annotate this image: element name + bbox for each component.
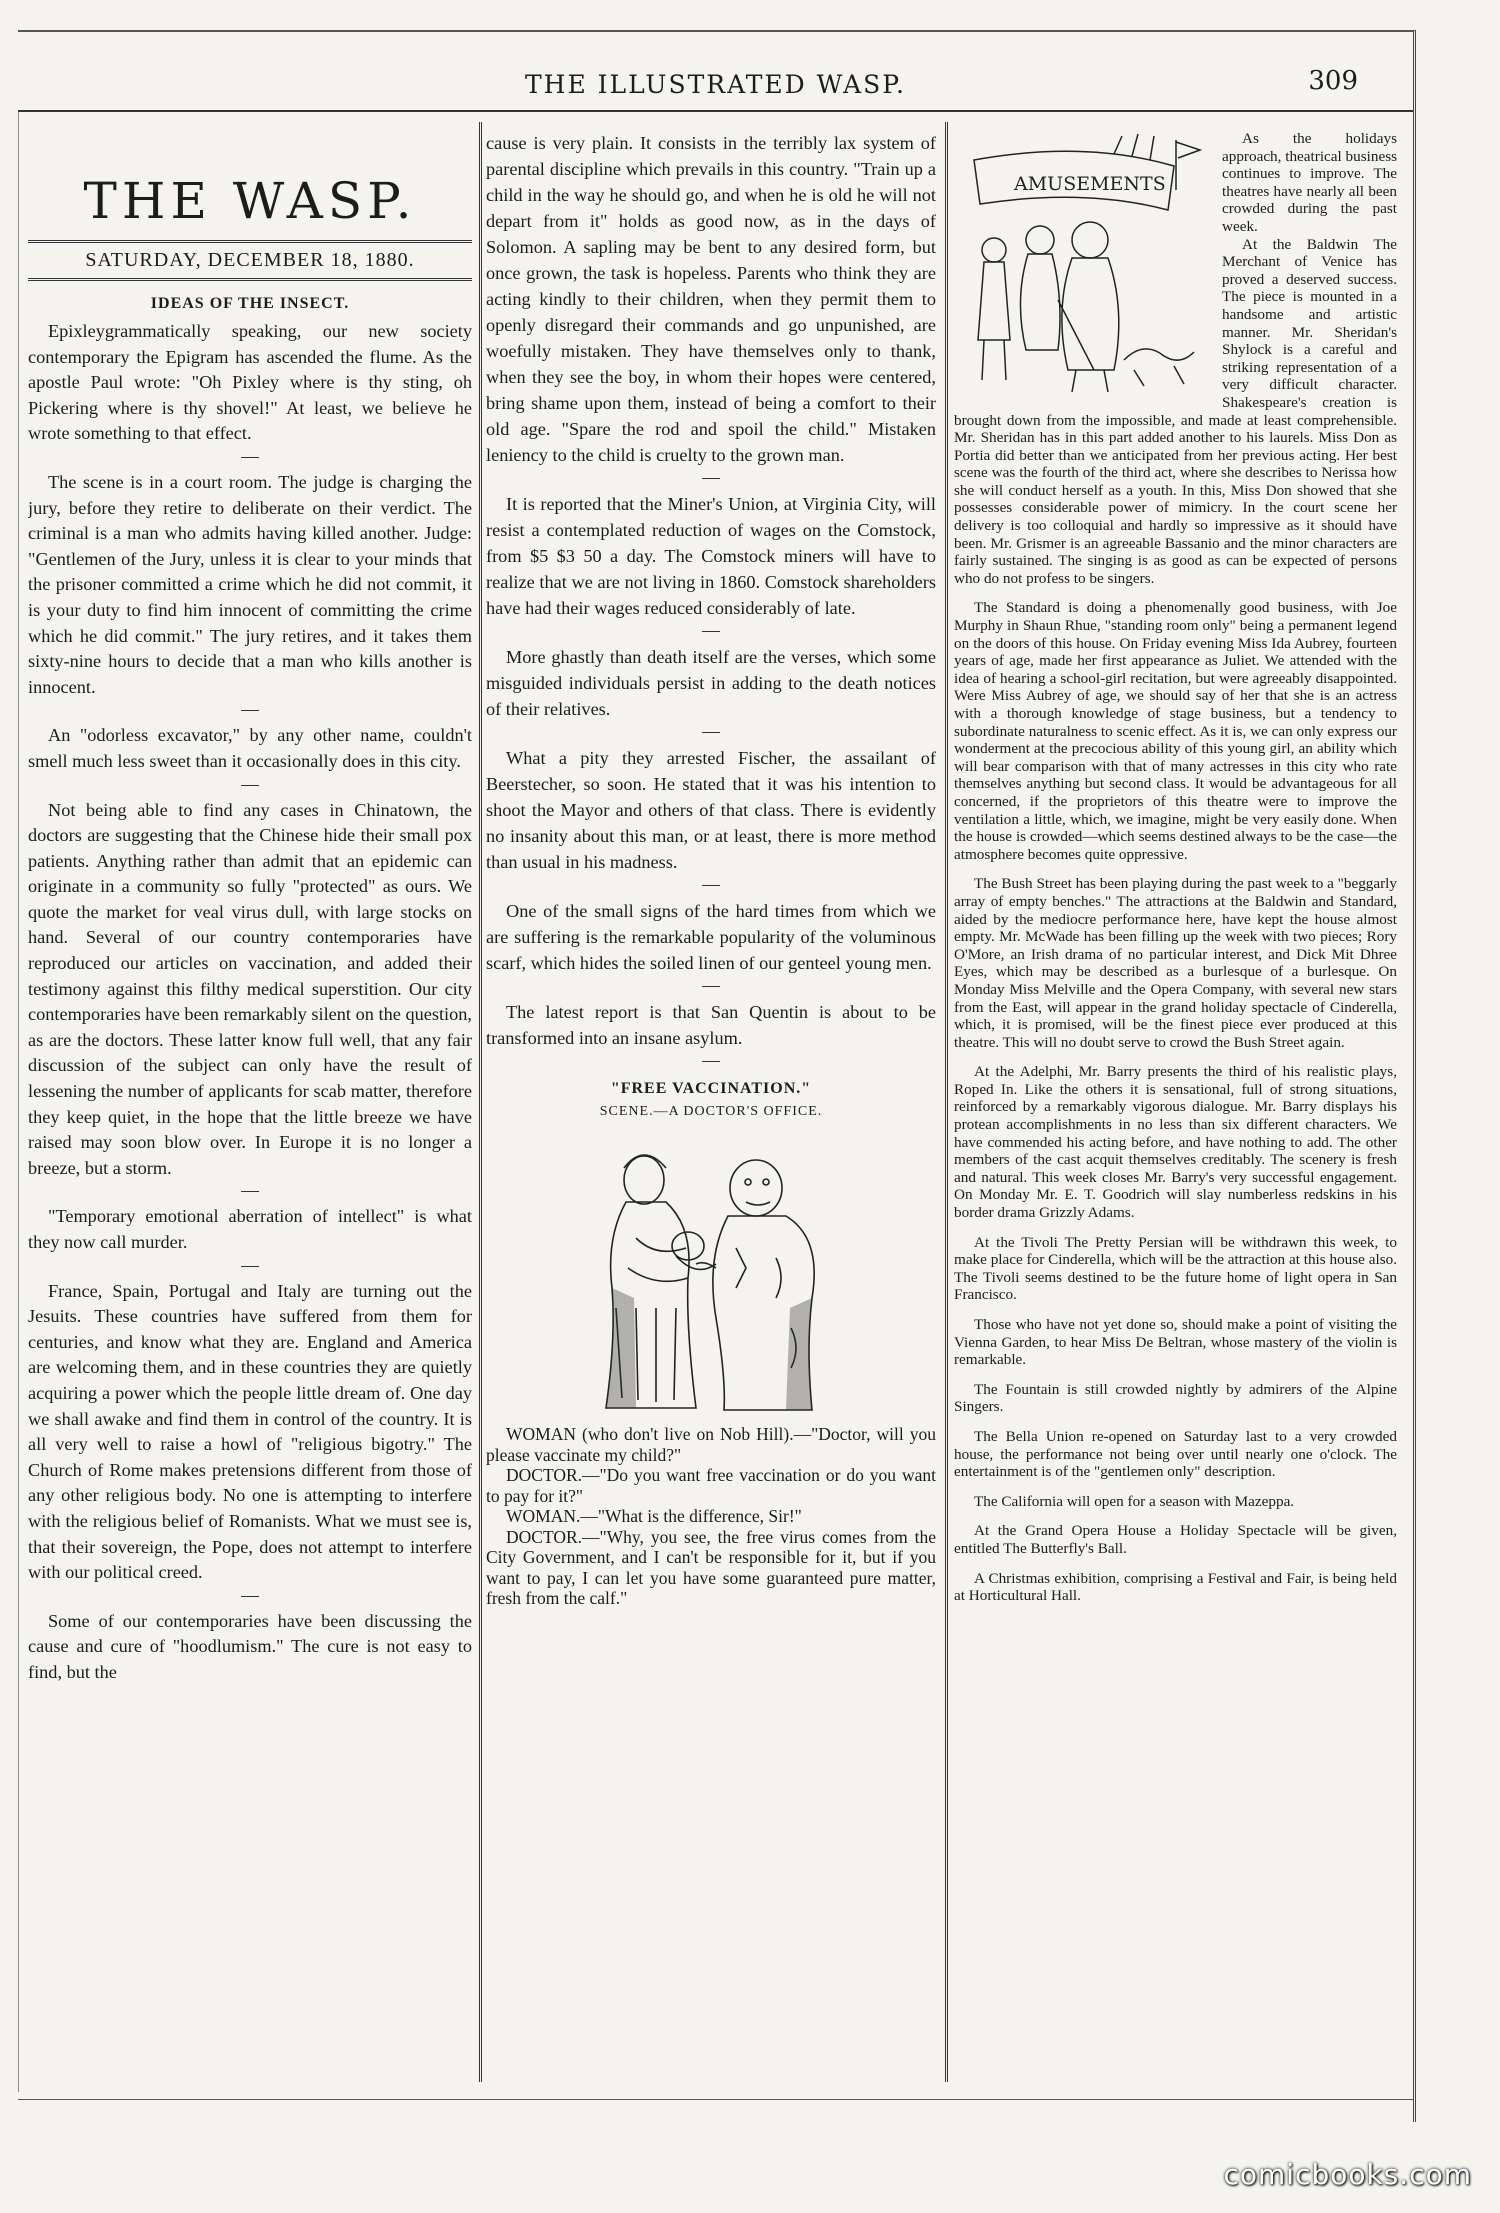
article-paragraph: Epixleygrammatically speaking, our new society contemporary the Epigram has ascended the flume. As the apostle Paul wrote: "Oh Pixley where is thy sting, oh Pickering where is thy shovel!" At least, we believe he wrote something to that effect.: [28, 321, 472, 444]
separator: [241, 1596, 259, 1597]
dialog-line: WOMAN (who don't live on Nob Hill).—"Doctor, will you please vaccinate my child?": [486, 1424, 936, 1465]
article-paragraph: The California will open for a season with Mazeppa.: [974, 1492, 1295, 1510]
article-paragraph: At the Grand Opera House a Holiday Spectacle will be given, entitled The Butterfly's Ball.: [954, 1522, 1397, 1557]
watermark: comicbooks.com: [1223, 2158, 1472, 2191]
article-paragraph: The Standard is doing a phenomenally good business, with Joe Murphy in Shaun Rhue, "standing room only" being a permanent legend on the doors of this house. On Friday evening Miss Ida Aubrey, fourteen years of age, made her first appearance as Juliet. We attended with the idea of hearing a school-girl recitation, but were agreeably disappointed. Were Miss Aubrey of age, we should say of her that she is an actress with a thorough knowledge of stage business, but a tendency to subordinate naturalness to scenic effect. As it is, we can only express our wonderment at the precocious ability of this young girl, an ability which will bear comparison with that of many actresses in this city who rate themselves anything but second class. It would be advantageous for all concerned, if the proprietors of this theatre were to improve the ventilation a little, which, we imagine, might be very easily done. When the house is crowded—which seems destined always to be the case—the atmosphere becomes quite oppressive.: [954, 599, 1397, 863]
separator: [702, 478, 720, 479]
article-paragraph: An "odorless excavator," by any other name, couldn't smell much less sweet than it occasionally does in this city.: [28, 725, 472, 771]
article-paragraph: cause is very plain. It consists in the terribly lax system of parental discipline which prevails in this country. "Train up a child in the way he should go, and when he is old he will not depart from it" holds as good now, as in the days of Solomon. A sapling may be bent to any desired form, but once grown, the task is hopeless. Parents who think they are acting kindly to their children, when they permit them to openly disregard their commands and go unpunished, are woefully mistaken. They have themselves only to thank, when they see the boy, in whom their hopes were centered, bring shame upon them, instead of being a comfort to their old age. "Spare the rod and spoil the child." Mistaken leniency to the child is cruelty to the grown man.: [486, 133, 936, 465]
newspaper-page: [18, 30, 1416, 2122]
article-paragraph: What a pity they arrested Fischer, the assailant of Beerstecher, so soon. He stated that it was his intention to shoot the Mayor and others of that class. There is evidently no insanity about this man, or at least, there is more method than usual in his madness.: [486, 748, 936, 872]
article-paragraph: At the Baldwin The Merchant of Venice has proved a deserved success. The piece is mounted in a handsome and artistic manner. Mr. Sheridan's Shylock is a careful and striking representation of a very difficult character. Shakespeare's creation is brought down from the impossible, and made at least comprehensible. Mr. Sheridan has in this part added another to his laurels. Miss Don as Portia did better than we anticipated from her previous acting. Her best scene was the fourth of the third act, where she describes to Nerissa how she will conduct herself as a youth. In this, Miss Don showed that she possesses considerable power of mimicry. In the court scene her delivery is too colloquial and hardly so impressive as it should have been. Mr. Grismer is an agreeable Bassanio and the minor characters are fairly sustained. The singing is as good as can be expected of persons who do not profess to be singers.: [954, 235, 1397, 587]
vaccination-title: "FREE VACCINATION.": [610, 1080, 812, 1097]
separator: [241, 1191, 259, 1192]
column-2: [486, 130, 936, 2092]
separator: [702, 732, 720, 733]
amusements-sign: AMUSEMENTS: [1014, 173, 1166, 195]
page-number: 309: [1308, 66, 1358, 96]
article-paragraph: At the Adelphi, Mr. Barry presents the third of his realistic plays, Roped In. Like the others it is sensational, full of strong situations, reinforced by a remarkably vigorous dialogue. Mr. Barry displays his protean accomplishments in no less than six different characters. We have commended his acting before, and have nothing to add. The other members of the cast acquit themselves creditably. The scenery is fresh and natural. This week closes Mr. Barry's very successful engagement. On Monday Mr. E. T. Goodrich will slay numberless redskins in his border drama Grizzly Adams.: [954, 1063, 1397, 1222]
article-paragraph: As the holidays approach, theatrical business continues to improve. The theatres have nearly all been crowded during the past week.: [1222, 130, 1397, 235]
amusements-illustration: [954, 130, 1212, 398]
article-paragraph: The Fountain is still crowded nightly by admirers of the Alpine Singers.: [954, 1380, 1397, 1416]
section-heading: IDEAS OF THE INSECT.: [150, 295, 350, 312]
article-paragraph: More ghastly than death itself are the verses, which some misguided individuals persist in adding to the death notices of their relatives.: [486, 647, 936, 719]
separator: [241, 1266, 259, 1267]
vaccination-illustration: [576, 1128, 846, 1416]
column-rule: [479, 122, 482, 2082]
article-paragraph: France, Spain, Portugal and Italy are turning out the Jesuits. These countries have suffered from them for centuries, and know what they are. England and America are welcoming them, and in these countries they are quietly acquiring a power which the people little dream of. One day we shall awake and find them in control of the country. It is all very well to raise a howl of "religious bigotry." The Church of Rome makes pretensions different from those of any other religious body. No one is attempting to interfere with the religious belief of Romanists. What we must see is, that their sovereign, the Pope, does not attempt to interfere with our political creed.: [28, 1280, 472, 1583]
column-3: [954, 130, 1397, 2092]
column-1: [28, 130, 472, 2092]
article-paragraph: "Temporary emotional aberration of intellect" is what they now call murder.: [28, 1206, 472, 1252]
separator: [241, 710, 259, 711]
dialog-line: DOCTOR.—"Do you want free vaccination or do you want to pay for it?": [486, 1465, 936, 1506]
vaccination-scene: SCENE.—A DOCTOR'S OFFICE.: [599, 1104, 823, 1119]
article-paragraph: At the Tivoli The Pretty Persian will be withdrawn this week, to make place for Cinderella, which will be the attraction at this house also. The Tivoli seems destined to be the future home of light opera in San Francisco.: [954, 1233, 1397, 1304]
article-paragraph: Those who have not yet done so, should make a point of visiting the Vienna Garden, to hear Miss De Beltran, whose mastery of the violin is remarkable.: [954, 1316, 1397, 1369]
running-head: [18, 66, 1413, 112]
dialog-line: DOCTOR.—"Why, you see, the free virus comes from the City Government, and I can't be responsible for it, but if you want to pay, I can let you have some guaranteed pure matter, fresh from the calf.": [486, 1526, 936, 1608]
article-paragraph: The latest report is that San Quentin is about to be transformed into an insane asylum.: [486, 1002, 936, 1048]
article-paragraph: The Bush Street has been playing during the past week to a "beggarly array of empty benches." The attractions at the Baldwin and Standard, aided by the mediocre performance here, have kept the house almost empty. Mr. McWade has been filling up the week with two pieces; Rory O'More, an Irish drama of no particular interest, and Dick Mit Dhree Eyes, which may be described as a burlesque of a burlesque. On Monday Miss Melville and the Opera Company, with several new stars from the East, will appear in the grand holiday spectacle of Cinderella, which, it is promised, will be the finest piece ever produced at this theatre. This will no doubt serve to crowd the Bush Street again.: [954, 875, 1397, 1051]
column-rule: [945, 122, 948, 2082]
running-title: THE ILLUSTRATED WASP.: [524, 70, 906, 99]
separator: [702, 1061, 720, 1062]
separator: [702, 986, 720, 987]
separator: [241, 457, 259, 458]
separator: [702, 631, 720, 632]
article-paragraph: Some of our contemporaries have been discussing the cause and cure of "hoodlumism." The cure is not easy to find, but the: [28, 1610, 472, 1682]
dialog-line: WOMAN.—"What is the difference, Sir!": [506, 1506, 802, 1526]
article-paragraph: One of the small signs of the hard times from which we are suffering is the remarkable popularity of the voluminous scarf, which hides the soiled linen of our genteel young men.: [486, 901, 936, 973]
separator: [241, 785, 259, 786]
article-paragraph: It is reported that the Miner's Union, at Virginia City, will resist a contemplated reduction of wages on the Comstock, from $5 $3 50 a day. The Comstock miners will have to realize that we are not living in 1860. Comstock shareholders have had their wages reduced considerably of late.: [486, 494, 936, 618]
article-paragraph: The scene is in a court room. The judge is charging the jury, before they retire to deliberate on their verdict. The criminal is a man who admits having killed another. Judge: "Gentlemen of the Jury, unless it is clear to your minds that the prisoner committed a crime which he did not commit, it is your duty to find him innocent of committing the crime which he did commit." The jury retires, and it takes them sixty-nine hours to decide that a man who kills another is innocent.: [28, 471, 472, 697]
bottom-rule: [18, 2099, 1413, 2100]
article-paragraph: Not being able to find any cases in Chinatown, the doctors are suggesting that the Chinese hide their small pox patients. Anything rather than admit that an epidemic can originate in a community so fully "protected" as ours. We quote the market for veal virus dull, with large stocks on hand. Several of our country contemporaries have reproduced our articles on vaccination, and added their testimony against this filthy medical superstition. Our city contemporaries have been remarkably silent on the question, as are the doctors. These latter know full well, that any fair discussion of the subject can only have the result of lessening the number of applicants for scab matter, therefore they keep quiet, in the hope that the little breeze we have raised may soon blow over. In Europe it is no longer a breeze, but a storm.: [28, 799, 472, 1178]
article-paragraph: A Christmas exhibition, comprising a Festival and Fair, is being held at Horticultural Hall.: [954, 1569, 1397, 1605]
dateline: SATURDAY, DECEMBER 18, 1880.: [28, 240, 472, 281]
article-paragraph: The Bella Union re-opened on Saturday last to a very crowded house, the performance not being over until nearly one o'clock. The entertainment is of the "gentlemen only" description.: [954, 1427, 1397, 1481]
masthead-title: THE WASP.: [83, 172, 417, 230]
separator: [702, 885, 720, 886]
